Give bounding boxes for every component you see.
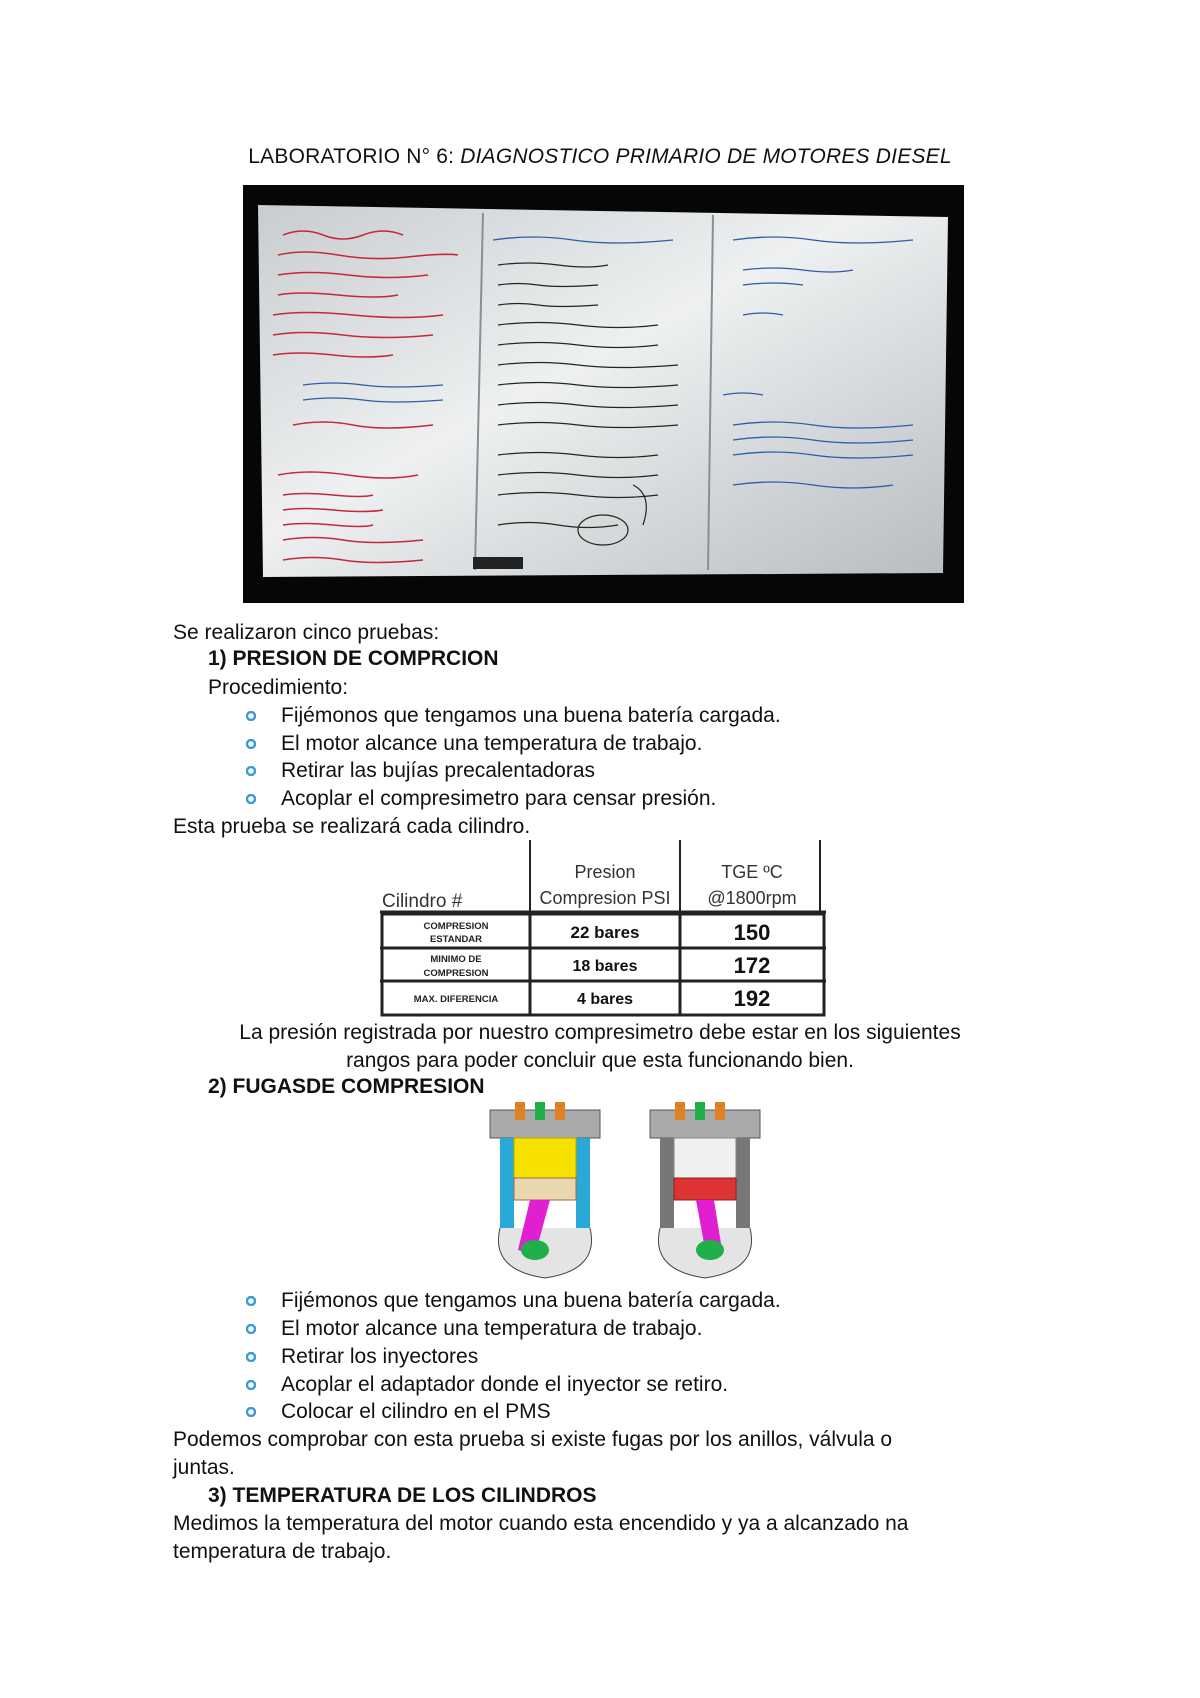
table-row-label: COMPRESION <box>423 968 489 979</box>
range-note-line1: La presión registrada por nuestro compresimetro debe estar en los siguientes <box>239 1021 961 1044</box>
bullet-icon <box>246 711 256 721</box>
bullet-icon <box>246 1296 256 1306</box>
table-row-label: MINIMO DE <box>430 954 482 965</box>
table-cell-tge: 172 <box>733 953 771 978</box>
list-item: Fijémonos que tengamos una buena batería cargada. <box>281 703 781 729</box>
section2-note-line1: Podemos comprobar con esta prueba si existe fugas por los anillos, válvula o <box>173 1428 893 1451</box>
list-item: Retirar las bujías precalentadoras <box>281 758 595 784</box>
page-title <box>0 145 1200 169</box>
range-note-line2: rangos para poder concluir que esta funcionando bien. <box>346 1049 854 1072</box>
bullet-icon <box>246 1324 256 1334</box>
table-header-pressure: Presion <box>574 862 636 882</box>
bullet-icon <box>246 739 256 749</box>
bullet-icon <box>246 794 256 804</box>
section3-line1: Medimos la temperatura del motor cuando esta encendido y ya a alcanzado na <box>173 1512 909 1535</box>
table-row-label: MAX. DIFERENCIA <box>413 994 499 1005</box>
section2-note-line2: juntas. <box>173 1456 235 1479</box>
compression-table <box>380 840 826 1017</box>
table-header-pressure-unit: Compresion PSI <box>539 888 671 908</box>
engine-cylinder-diagram <box>470 1100 770 1285</box>
list-item: El motor alcance una temperatura de trabajo. <box>281 731 702 757</box>
whiteboard-photo <box>243 185 964 603</box>
list-item: El motor alcance una temperatura de trabajo. <box>281 1316 702 1342</box>
bullet-icon <box>246 1407 256 1417</box>
table-row-label: COMPRESION <box>423 921 489 932</box>
section1-heading: 1) PRESION DE COMPRCION <box>208 647 499 670</box>
table-header-rpm: @1800rpm <box>707 888 797 908</box>
list-item: Retirar los inyectores <box>281 1344 478 1370</box>
bullet-icon <box>246 1352 256 1362</box>
bullet-icon <box>246 1380 256 1390</box>
table-cell-pressure: 18 bares <box>572 958 638 975</box>
section1-subheading: Procedimiento: <box>208 676 349 699</box>
table-cell-pressure: 22 bares <box>570 923 640 942</box>
section1-note: Esta prueba se realizará cada cilindro. <box>173 815 531 838</box>
list-item: Fijémonos que tengamos una buena batería cargada. <box>281 1288 781 1314</box>
table-cell-pressure: 4 bares <box>576 991 634 1008</box>
title-italic: DIAGNOSTICO PRIMARIO DE MOTORES DIESEL <box>460 145 952 168</box>
list-item: Acoplar el adaptador donde el inyector se retiro. <box>281 1372 728 1398</box>
list-item: Acoplar el compresimetro para censar presión. <box>281 786 716 812</box>
section3-line2: temperatura de trabajo. <box>173 1540 392 1563</box>
section3-heading: 3) TEMPERATURA DE LOS CILINDROS <box>208 1484 597 1507</box>
section2-heading: 2) FUGASDE COMPRESION <box>208 1075 485 1098</box>
intro-text: Se realizaron cinco pruebas: <box>173 621 440 644</box>
title-prefix: LABORATORIO N° 6: <box>248 145 461 168</box>
list-item: Colocar el cilindro en el PMS <box>281 1399 551 1425</box>
table-cell-tge: 192 <box>733 986 771 1011</box>
bullet-icon <box>246 766 256 776</box>
table-cell-tge: 150 <box>733 920 771 945</box>
table-header-cylinder: Cilindro # <box>382 891 463 912</box>
table-header-tge: TGE ºC <box>721 862 783 882</box>
table-row-label: ESTANDAR <box>429 934 483 945</box>
